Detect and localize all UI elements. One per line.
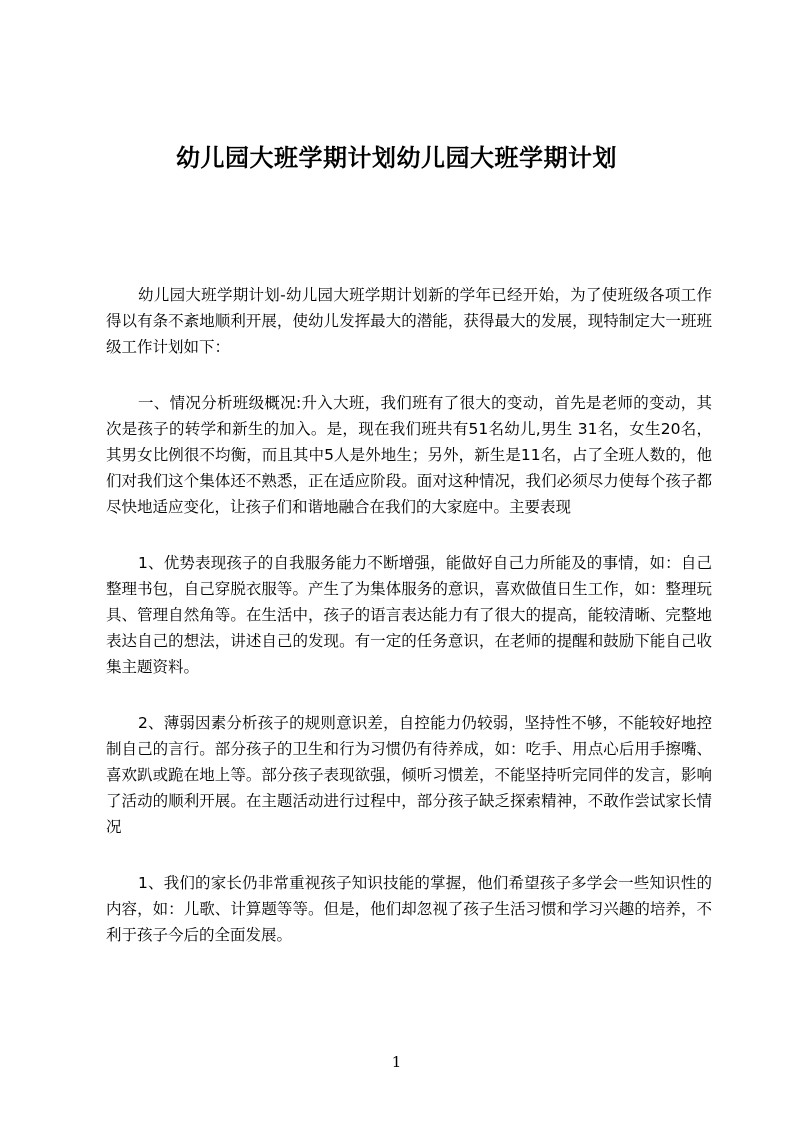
paragraph-parents: 1、我们的家长仍非常重视孩子知识技能的掌握，他们希望孩子多学会一些知识性的内容，如：儿歌、计算题等等。但是，他们却忽视了孩子生活习惯和学习兴趣的培养，不利于孩子今后的全面发展。	[106, 874, 712, 944]
paragraph-situation-analysis: 一、情况分析班级概况:升入大班，我们班有了很大的变动，首先是老师的变动，其次是孩子的转学和新生的加入。是，现在我们班共有51名幼儿,男生 31名，女生20名，其男女比例很不均衡，而且其中5人是外地生；另外，新生是11名，占了全班人数的，他们对我们这个集体还不熟悉，正在适应阶段。面对这种情况，我们必须尽力使每个孩子都尽快地适应变化，让孩子们和谐地融合在我们的大家庭中。主要表现	[106, 394, 712, 516]
paragraph-strengths: 1、优势表现孩子的自我服务能力不断增强，能做好自己力所能及的事情，如：自己整理书包，自己穿脱衣服等。产生了为集体服务的意识，喜欢做值日生工作，如：整理玩具、管理自然角等。在生活中，孩子的语言表达能力有了很大的提高，能较清晰、完整地表达自己的想法，讲述自己的发现。有一定的任务意识，在老师的提醒和鼓励下能自己收集主题资料。	[106, 554, 712, 676]
paragraph-weaknesses: 2、薄弱因素分析孩子的规则意识差，自控能力仍较弱，坚持性不够，不能较好地控制自己的言行。部分孩子的卫生和行为习惯仍有待养成，如：吃手、用点心后用手擦嘴、喜欢趴或跪在地上等。部分孩子表现欲强，倾听习惯差，不能坚持听完同伴的发言，影响了活动的顺利开展。在主题活动进行过程中，部分孩子缺乏探索精神，不敢作尝试家长情况	[106, 714, 712, 836]
page-number: 1	[391, 1053, 402, 1071]
document-title: 幼儿园大班学期计划幼儿园大班学期计划	[176, 144, 617, 172]
document-body	[106, 282, 712, 978]
paragraph-intro: 幼儿园大班学期计划-幼儿园大班学期计划新的学年已经开始，为了使班级各项工作得以有条不紊地顺利开展，使幼儿发挥最大的潜能，获得最大的发展，现特制定大一班班级工作计划如下：	[106, 286, 712, 356]
